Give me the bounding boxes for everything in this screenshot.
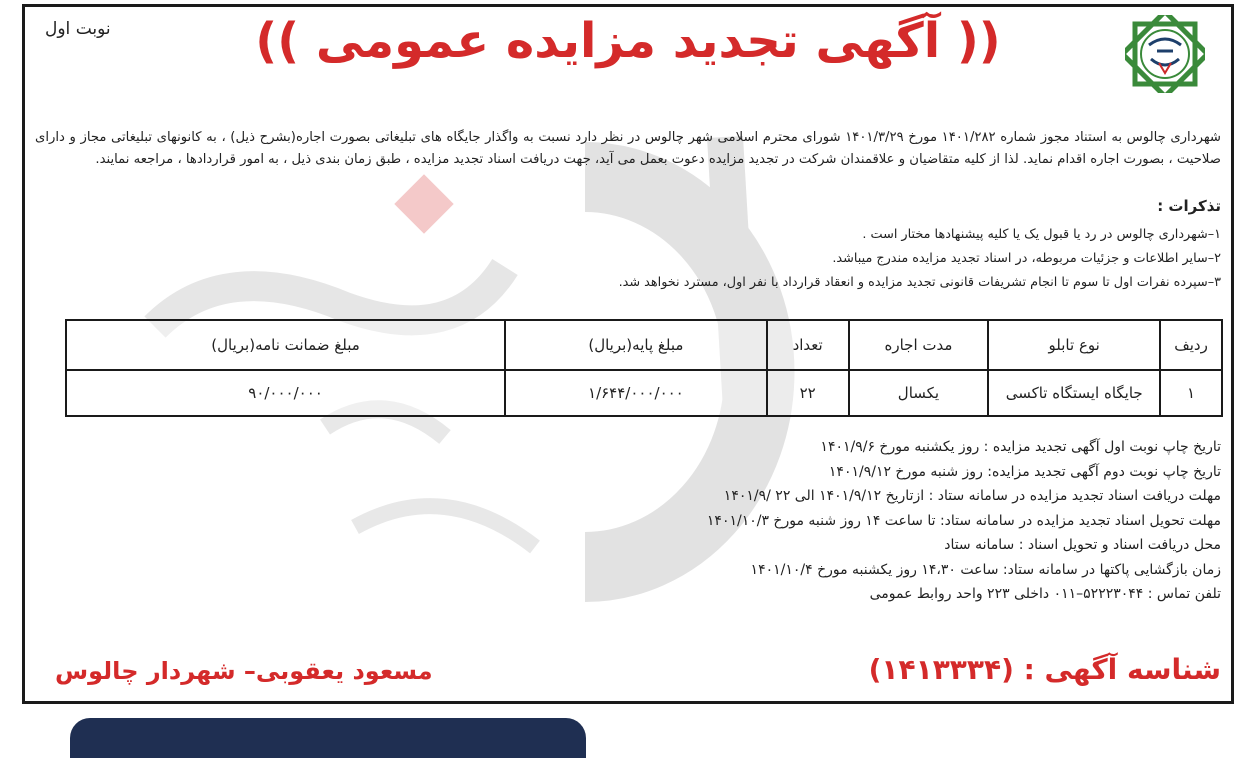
notice-title: (( آگهی تجدید مزایده عمومی )) bbox=[255, 13, 1001, 69]
col-header-guarantee-amount: مبلغ ضمانت نامه(بریال) bbox=[66, 320, 505, 370]
schedule-item: مهلت تحویل اسناد تجدید مزایده در سامانه ستاد: تا ساعت ۱۴ روز شنبه مورخ ۱۴۰۱/۱۰/۳ bbox=[706, 512, 1221, 529]
publication-round: نوبت اول bbox=[45, 19, 111, 39]
note-item: ۱–شهرداری چالوس در رد یا قبول یک یا کلیه پیشنهادها مختار است . bbox=[862, 227, 1221, 242]
notes-list bbox=[619, 223, 1221, 295]
table-header-row bbox=[66, 320, 1222, 370]
cell-base-price: ۱/۶۴۴/۰۰۰/۰۰۰ bbox=[505, 370, 767, 416]
mayor-signature: مسعود یعقوبی– شهردار چالوس bbox=[55, 657, 433, 685]
col-header-base-price: مبلغ پایه(بریال) bbox=[505, 320, 767, 370]
schedule-list bbox=[707, 435, 1221, 607]
cell-row-number: ۱ bbox=[1160, 370, 1222, 416]
note-item: ۲–سایر اطلاعات و جزئیات مربوطه، در اسناد تجدید مزایده مندرج میباشد. bbox=[832, 251, 1221, 266]
schedule-item: مهلت دریافت اسناد تجدید مزایده در سامانه ستاد : ازتاریخ ۱۴۰۱/۹/۱۲ الی ۲۲ /۱۴۰۱/۹ bbox=[723, 488, 1221, 504]
billboard-table bbox=[65, 319, 1223, 417]
col-header-lease-duration: مدت اجاره bbox=[849, 320, 989, 370]
cell-quantity: ۲۲ bbox=[767, 370, 849, 416]
bottom-banner bbox=[70, 718, 586, 758]
intro-paragraph: شهرداری چالوس به استناد مجوز شماره ۱۴۰۱/۲۸۲ مورخ ۱۴۰۱/۳/۲۹ شورای محترم اسلامی شهر چالوس در نظر دارد نسبت به واگذار جایگاه های تبلیغاتی بصورت اجاره(بشرح ذیل) ، به کانونهای تبلیغاتی مجاز و دارای صلاحیت ، بصورت اجاره اقدام نماید. لذا از کلیه متقاضیان و علاقمندان شرکت در تجدید مزایده دعوت بعمل می آید، جهت دریافت اسناد تجدید مزایده ، طبق زمان بندی ذیل ، به امور قراردادها ، مراجعه نمایند. bbox=[35, 130, 1221, 167]
cell-lease-duration: یکسال bbox=[849, 370, 989, 416]
schedule-item: تلفن تماس : ۵۲۲۲۳۰۴۴–۰۱۱ داخلی ۲۲۳ واحد روابط عمومی bbox=[869, 586, 1221, 602]
col-header-row-number: ردیف bbox=[1160, 320, 1222, 370]
ad-identifier: شناسه آگهی : (۱۴۱۳۳۳۴) bbox=[868, 653, 1221, 686]
cell-guarantee-amount: ۹۰/۰۰۰/۰۰۰ bbox=[66, 370, 505, 416]
schedule-item: محل دریافت اسناد و تحویل اسناد : سامانه ستاد bbox=[944, 537, 1221, 553]
col-header-board-type: نوع تابلو bbox=[988, 320, 1160, 370]
col-header-quantity: تعداد bbox=[767, 320, 849, 370]
notes-heading: تذکرات : bbox=[1157, 197, 1221, 215]
note-item: ۳–سپرده نفرات اول تا سوم تا انجام تشریفات قانونی تجدید مزایده و انعقاد قرارداد با نفر اول، مسترد نخواهد شد. bbox=[618, 275, 1221, 290]
cell-board-type: جایگاه ایستگاه تاکسی bbox=[988, 370, 1160, 416]
table-row bbox=[66, 370, 1222, 416]
auction-notice bbox=[22, 4, 1234, 704]
schedule-item: زمان بازگشایی پاکتها در سامانه ستاد: ساعت ۱۴،۳۰ روز یکشنبه مورخ ۱۴۰۱/۱۰/۴ bbox=[750, 561, 1221, 578]
schedule-item: تاریخ چاپ نوبت اول آگهی تجدید مزایده : روز یکشنبه مورخ ۱۴۰۱/۹/۶ bbox=[820, 439, 1221, 455]
schedule-item: تاریخ چاپ نوبت دوم آگهی تجدید مزایده: روز شنبه مورخ ۱۴۰۱/۹/۱۲ bbox=[828, 463, 1221, 480]
